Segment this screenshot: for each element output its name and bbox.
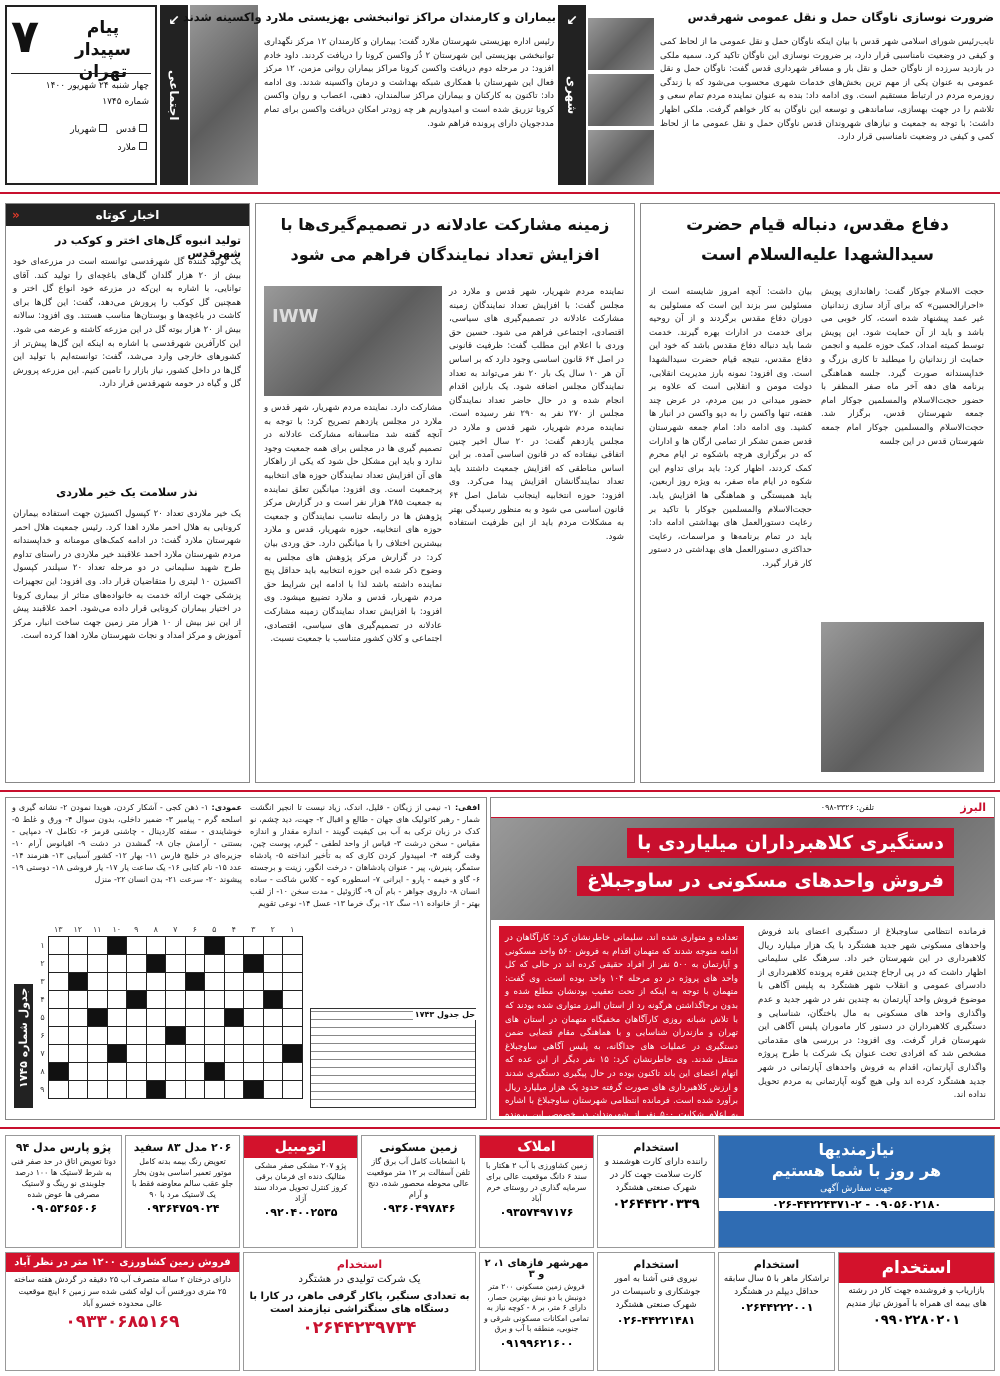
crossword-cell[interactable]	[224, 1008, 244, 1026]
crossword-cell[interactable]	[49, 990, 69, 1008]
crossword-cell[interactable]	[263, 1026, 283, 1044]
crossword-cell[interactable]	[49, 954, 69, 972]
crossword-cell[interactable]	[166, 954, 186, 972]
crossword-cell[interactable]	[166, 1080, 186, 1098]
crossword-cell[interactable]	[205, 1044, 225, 1062]
crossword-cell[interactable]	[127, 1008, 147, 1026]
crossword-cell[interactable]	[224, 954, 244, 972]
crossword-cell[interactable]	[185, 990, 205, 1008]
handcuff-photo	[491, 818, 994, 920]
crossword-cell[interactable]	[263, 990, 283, 1008]
crossword-row-number: ۹	[40, 1084, 45, 1094]
crossword-cell[interactable]	[244, 1080, 264, 1098]
crossword-across: افقی: ۱- نیمی از زیگان - قلیل، اندک، زیاد نیست تا انجیر انگشت شمار - رهبر کاتولیک های جهان - طالع و اقبال ۲- جهت، دید چشم، نو کدک در زبان ترکی به آب بی کیفیت گویند - اندازه مقدار و اندازه مقیاس - سخن درشت ۳- قیاس از واحد لطفی - گیرم، پوست چین، وقت گرفته ۴- امپیدوار کردن کاری که به تأخیر انداخته ۵- پادشاه ستمگر، پنیرش، پیر - عنوان پادشاهان - درخت انگور، زینت و برجسته ۶- گاو و خیمه - پارو - ایرانی ۷- اسطوره کوه - کلاس شاکت - ساده انسان ۸- داروی جواهر - بام آن ۹- گازوئیل - مدت سخن ۱۰- از لقب بهتر - از خانواده ۱۱- سگ ۱۲- برگ خرما ۱۳- عسل ۱۴- نوعی تقویم	[250, 803, 481, 908]
crossword-col-number: ۱	[290, 925, 295, 935]
crossword-cell[interactable]	[146, 1008, 166, 1026]
news-item1-body: یک تولید کننده گل شهرقدسی توانسته است در مزرعه‌ای خود بیش از ۲۰ هزار گلدان گل‌های باغچه‌ای را تولید کند. آقای توانایی، با اشاره به این‌که در مزرعه خود انواع گل اختر و همچنین گل کوکب را پرورش می‌دهد، گفت: این گل‌ها برای کاشت در باغچه‌ها و بوستان‌ها مناسب هستند. وی افزود: سالانه بیش از ۲۰ هزار بوته گل در این مزرعه کاشته و عرضه می شود. این کارآفرین شهرقدسی با اشاره به اینکه این گل‌ها پیش‌تر از کشورهای خارجی وارد می‌شد، گفت: توانسته‌ایم با تولید این گل‌ها در داخل کشور، نیاز بازار را تامین کنیم. این مزرعه پرورش گل و گیاه در حومه شهرقدس قرار دارد.	[13, 257, 241, 390]
crossword-cell[interactable]	[146, 1026, 166, 1044]
crossword-cell[interactable]	[244, 1026, 264, 1044]
crossword-cell[interactable]	[185, 936, 205, 954]
crossword-cell[interactable]	[68, 1044, 88, 1062]
top-right-body: نایب‌رئیس شورای اسلامی شهر قدس با بیان اینکه ناوگان حمل و نقل عمومی ما از لحاظ کمی و کیفی در وضعیت نامناسبی قرار دارد، بر ضرورت نوسازی این ناوگان تاکید کرد. سمیه ملکی در بازدید سرزده از ناوگان حمل و نقل بار و مسافر شهرداری قدس گفت: ناوگان حمل و نقل عمومی به عنوان یکی از مهم ترین بخش‌های خدمات شهری محسوب می‌شود که با زندگی روزمره مردم در ارتباط مستقیم است. وی ادامه داد: بنده به عنوان نماینده مردم تمام سعی و تلاشم را در جهت بهسازی، ساماندهی و توسعه این ناوگان به کار خواهم گرفت. ملکی اظهار داشت: با توجه به جمعیت و نیازهای شهروندان قدس ناوگان حمل و نقل عمومی ما از لحاظ کمی و کیفی در وضعیت نامناسبی قرار دارد.	[660, 37, 994, 143]
ad-hire-turner: استخدام تراشکار ماهر با ۵ سال سابقه حداقل دیپلم در هشتگرد ۰۲۶۴۴۲۲۲۰۰۱	[718, 1252, 835, 1371]
crossword-cell[interactable]	[205, 954, 225, 972]
crossword-cell[interactable]	[205, 972, 225, 990]
chevron-icon: «	[12, 208, 20, 222]
crossword-cell[interactable]	[146, 1080, 166, 1098]
feature-body-left: تعداده و متواری شده اند. سلیمانی خاطرنشان کرد: کارآگاهان در ادامه متوجه شدند که متهمان اقدام به فروش ۵۶۰ واحد مسکونی و آپارتمان به ۵۰۰ نفر از افراد حقیقی کرده اند در حالی که کل واحد های پروژه در دو مرحله ۱۰۴ واحد بوده است. وی گفت: متهمان با توجه به اینکه از تحت تعقیب بودنشان مطلع شده و بدون برجاگذاشتن هرگونه رد از استان البرز متواری شده بودند که با تلاش شبانه روزی کارآگاهان مخفیگاه متهمان در استان های تهران و مازندران شناسایی و با هماهنگی مقام قضایی ضمن دستگیری در عملیات های جداگانه، به پلیس آگاهی ساوجبلاغ منتقل شدند. وی خاطرنشان کرد: ۱۵ نفر دیگر از این عده که اتهام اعضای این باند تاکنون بوده در حال پیگیری دستگیری شدند و ارزش کلاهبرداری های صورت گرفته حدود یک هزار میلیارد ریال برآورد شده است. فرمانده انتظامی شهرستان ساوجبلاغ با اشاره به اعلام شکایت ۵۰۰ نفر از شهروندان در خصوص این پرونده	[499, 926, 744, 1116]
crossword-cell[interactable]	[244, 972, 264, 990]
crossword-cell[interactable]	[49, 1044, 69, 1062]
logo: پیام سپیدار تهران	[74, 18, 132, 82]
crossword-cell[interactable]	[244, 990, 264, 1008]
crossword-cell[interactable]	[68, 990, 88, 1008]
cleric-photo	[821, 622, 984, 772]
crossword-cell[interactable]	[127, 1062, 147, 1080]
mp-photo	[264, 286, 442, 396]
crossword-cell[interactable]	[224, 1026, 244, 1044]
feature-headline-2: فروش واحدهای مسکونی در ساوجبلاغ	[577, 866, 954, 896]
crossword-col-number: ۷	[173, 925, 178, 935]
crossword-cell[interactable]	[68, 1026, 88, 1044]
vaccine-photo	[190, 5, 258, 185]
crossword-col-number: ۳	[251, 925, 256, 935]
article-defense-title: دفاع مقدس، دنباله قیام حضرت سیدالشهدا علیه‌السلام است	[686, 215, 949, 265]
crossword-cell[interactable]	[166, 1062, 186, 1080]
crossword-col-number: ۱۲	[73, 925, 83, 935]
ad-niazmandi-sub: جهت سفارش آگهی	[820, 1184, 893, 1194]
news-item2-title: نذر سلامت یک خیر ملاردی	[56, 486, 198, 499]
short-news-header: اخبار کوتاه «	[6, 204, 249, 226]
ad-hire-main: استخدام بازاریاب و فروشنده جهت کار در رشته های بیمه ای همراه با آموزش تیاز مندیم ۰۹۹۰۲۲۸۰۲۰۱	[838, 1252, 995, 1371]
crossword-cell[interactable]	[107, 936, 127, 954]
checkbox-icon	[99, 124, 107, 132]
crossword-cell[interactable]	[107, 990, 127, 1008]
ad-residential-land: زمین مسکونی با انشعابات کامل آب برق گاز تلفن آسفالت بر ۱۲ متر موقعیت عالی محوطه محصور شده، دنج و آرام ۰۹۳۶۰۴۹۷۸۴۶	[361, 1135, 476, 1248]
crossword-cell[interactable]	[283, 990, 303, 1008]
crossword-cell[interactable]	[166, 936, 186, 954]
crossword-col-number: ۵	[212, 925, 217, 935]
ad-niazmandi-title: نیازمندیها	[818, 1140, 895, 1159]
issue-number: شماره ۱۷۴۵	[102, 97, 149, 107]
ad-amlak: املاک زمین کشاورزی با آب ۲ هکتار با سند ۶ دانگ موقعیت عالی برای سرمایه گذاری در روستای خرم آباد ۰۹۳۵۷۴۹۷۱۷۶	[479, 1135, 594, 1248]
ad-car-206: ۲۰۶ مدل ۸۳ سفید تعویض رنگ بیمه بدنه کامل موتور تعمیر اساسی بدون بخار جلو عقب سالم معاوضه فقط با یک لاستیک مرد با ۹۰ ۰۹۳۶۴۷۵۹۰۲۴	[125, 1135, 240, 1248]
crossword-cell[interactable]	[107, 1062, 127, 1080]
crossword-cell[interactable]	[244, 1008, 264, 1026]
crossword-cell[interactable]	[166, 1044, 186, 1062]
bus-photo	[588, 18, 654, 70]
crossword-cell[interactable]	[49, 936, 69, 954]
crossword-cell[interactable]	[224, 1080, 244, 1098]
crossword-row-number: ۳	[40, 976, 45, 986]
city-list: قدس شهریار ملارد	[70, 121, 147, 157]
crossword-cell[interactable]	[263, 1044, 283, 1062]
page-number: ۷	[11, 9, 40, 63]
crossword-cell[interactable]	[146, 1062, 166, 1080]
crossword-row-number: ۷	[40, 1048, 45, 1058]
crossword-cell[interactable]	[244, 936, 264, 954]
crossword-cell[interactable]	[88, 1044, 108, 1062]
solution-label: حل جدول ۱۷۴۳	[414, 1010, 475, 1019]
crossword-cell[interactable]	[263, 936, 283, 954]
section-tab-city: ↙ شهری	[558, 5, 586, 185]
crossword-cell[interactable]	[185, 1044, 205, 1062]
crossword-cell[interactable]	[244, 954, 264, 972]
crossword-cell[interactable]	[283, 1080, 303, 1098]
feature-fraud	[490, 797, 995, 1120]
crossword-cell[interactable]	[185, 954, 205, 972]
crossword-cell[interactable]	[166, 1026, 186, 1044]
section-divider	[0, 192, 1000, 194]
crossword-cell[interactable]	[205, 1062, 225, 1080]
ad-niazmandi-slogan: هر روز با شما هستیم	[771, 1161, 942, 1180]
article-parliament-body-a: نماینده مردم شهریار، شهر قدس و ملارد در مجلس گفت: با افزایش تعداد نمایندگان زمینه مشارکت عادلانه در تصمیم‌گیری های سیاسی، اقتصادی، اجتماعی فراهم می شود. حسین حق وردی با اعلام این مطلب گفت: ظرفیت قانونی در اصل ۶۴ قانون اساسی وجود دارد که بر اساس آن هر ۱۰ سال یک بار ۲۰ نفر می‌تواند به تعداد نمایندگان مجلس اضافه شود. یک باراین اقدام انجام شده و در حال حاضر تعداد نمایندگان مجلس از ۲۷۰ نفر به ۲۹۰ نفر رسیده است. نماینده مردم شهریار، شهر قدس و ملارد در مجلس یازدهم گفت: در ۲۰ سال اخیر چنین اتفاقی نیفتاده که در قانون اساسی آمده. بر این اساس مناطقی که افزایش جمعیت داشتند باید تعداد نمایندگانشان افزایش پیدا می‌کرد. وی افزود: حوزه انتخابیه اینجانب شامل اصل ۶۴ قانون اساسی می شود و به منظور رسیدگی بهتر به مشکلات مردم باید از این ظرفیت استفاده شود.	[449, 287, 625, 542]
ad-farm-land: فروش زمین کشاورزی ۱۲۰۰ متر در نظر آباد دارای درختان ۲ ساله متصرف آب ۲۵ دقیقه در گردش هفته ساخته ۲۵ متری دورفنس آب لوله کشی شده سر زمین ۶ اینچ موقعیت عالی محدوده خسرو آباد ۰۹۳۳۰۶۸۵۱۶۹	[5, 1252, 240, 1371]
arrow-icon: ↙	[566, 13, 578, 29]
crossword	[5, 797, 487, 1120]
crossword-cell[interactable]	[88, 990, 108, 1008]
crossword-cell[interactable]	[263, 1062, 283, 1080]
masthead	[5, 5, 157, 185]
feature-body-right: فرمانده انتظامی ساوجبلاغ از دستگیری اعضای باند فروش واحدهای مسکونی شهر جدید هشتگرد با یک هزار میلیارد ریال کلاهبرداری در این شهرستان خبر داد. سرهنگ علی سلیمانی اظهار داشت که در پی ارجاع چندین فقره پرونده کلاهبرداری از دادسرای عمومی و انقلاب شهر هشتگرد به پلیس آگاهی با موضوع فروش واحد آپارتمان به چندین نفر در شهر جدید و عدم واگذاری واحد های مسکونی به مال باختگان، شناسایی و دستگیری کلاهبرداران در دستور کار ماموران پلیس آگاهی این شهرستان قرار گرفت. وی افزود: در بررسی های مقدماتی مشخص شد که افرادی تحت عنوان یک شرکت با طرح پروژه واگذاری آپارتمان، اقدام به فروش واحدهای آپارتمانی در شهر جدید هشتگرد کرده اند ولی هیچ گونه آپارتمانی به مردم تحویل نداده اند.	[758, 927, 986, 1101]
crossword-cell[interactable]	[49, 1008, 69, 1026]
crossword-cell[interactable]	[49, 972, 69, 990]
crossword-cell[interactable]	[166, 1008, 186, 1026]
crossword-cell[interactable]	[185, 1026, 205, 1044]
crossword-cell[interactable]	[263, 972, 283, 990]
crossword-cell[interactable]	[88, 954, 108, 972]
phone-text: تلفن: ۳۳۲۶-۰۹۸	[820, 803, 874, 812]
crossword-cell[interactable]	[88, 936, 108, 954]
crossword-row-number: ۲	[40, 958, 45, 968]
crossword-col-number: ۸	[153, 925, 158, 935]
news-item2-body: یک خیر ملاردی تعداد ۲۰ کپسول اکسیژن جهت استفاده بیماران کرونایی به هلال احمر ملارد اهدا کرد. رئیس جمعیت هلال احمر شهرستان ملارد گفت: در ادامه کمک‌های مومنانه و خداپسندانه مردم شهرستان ملارد احمد علاقبند خیر ملاردی در راستای تداوم طرح شهید سلیمانی در دو مرحله تعداد ۲۰ سیلندر کپسول اکسیژن ۱۰ لیتری را متقاضیان قرار داد. وی افزود: این تجهیزات پزشکی جهت ارائه خدمت به خانواده‌های متاثر از بیماری کرونا در اختیار بیماران کرونایی قرار داده می‌شود. احمد علاقبند پیش از این نیز بیش از ۱۰ هزار متر زمین جهت ساخت انبار، مرکز آموزش و مرکز امداد و نجات شهرستان ملارد اهدا کرده است.	[13, 509, 242, 642]
crossword-cell[interactable]	[224, 1044, 244, 1062]
crossword-cell[interactable]	[88, 1062, 108, 1080]
crossword-cell[interactable]	[205, 1026, 225, 1044]
crossword-cell[interactable]	[107, 1008, 127, 1026]
article-defense-body-b: بیان داشت: آنچه امروز شایسته است از مسئولین سر بزند این است که مسئولین به دوران دفاع مقدس برگردند و از آن روحیه برای خدمت در ادارات بهره گیرند. خدمت شما باید دنباله دفاع مقدس باشد که خود این دفاع مقدس، نتیجه قیام حضرت سیدالشهدا است. وی افزود: نمونه بارز مدیریت انقلابی، دولت مومن و انقلابی است که علاوه بر حضور میدانی در بین مردم، در عرض چند هفته، تنها واکسن را به دپو واکسن در انبار ها کشید. وی ادامه داد: امام جمعه شهرستان قدس ضمن تشکر از تمامی ارگان ها و ادارات که در برگزاری هرچه باشکوه تر ایام محرم کمک کردند، اظهار کرد: باید برای تداوم این شکوه در ایام ماه صفر، به ویژه روز اربعین، باید همبستگی و هماهنگی ها افزایش یابد. حجت‌الاسلام والمسلمین جوکار با تاکید بر رعایت دستورالعمل های بهداشتی ادامه داد: باید در تمام برنامه‌ها و مراسمات، رعایت حداکثری دستورالعمل های بهداشتی در دستور کار قرار گیرد.	[649, 287, 812, 569]
crossword-row-number: ۸	[40, 1066, 45, 1076]
crossword-cell[interactable]	[107, 1080, 127, 1098]
crossword-cell[interactable]	[127, 972, 147, 990]
crossword-cell[interactable]	[49, 1080, 69, 1098]
crossword-cell[interactable]	[283, 972, 303, 990]
crossword-cell[interactable]	[224, 972, 244, 990]
crossword-cell[interactable]	[49, 1062, 69, 1080]
crossword-cell[interactable]	[185, 1008, 205, 1026]
ad-niazmandi-phone: ۰۹۰۵۶۰۲۱۸۰ - ۰۲۶-۴۴۲۲۴۳۷۱-۲	[719, 1198, 994, 1211]
crossword-cell[interactable]	[283, 954, 303, 972]
crossword-cell[interactable]	[283, 1008, 303, 1026]
short-news	[5, 203, 250, 783]
crossword-cell[interactable]	[263, 1080, 283, 1098]
crossword-cell[interactable]	[205, 1080, 225, 1098]
office-photo	[588, 74, 654, 126]
ad-peugeot-pars: پژو پارس مدل ۹۴ دوتا تعویض اتاق در حد صفر فنی به شرط لاستیک ها ۱۰۰ درصد جلوبندی نو رینگ و لاستیک مصرفی ها عوض شده ۰۹۰۵۳۶۵۶۰۶	[5, 1135, 122, 1248]
crossword-cell[interactable]	[283, 1062, 303, 1080]
crossword-cell[interactable]	[146, 936, 166, 954]
ad-hire-stone: استخدام یک شرکت تولیدی در هشتگرد به تعدادی سنگبر، یاکار گرفی ماهر، در کارا با دستگاه های سنگتراشی نیازمند است ۰۲۶۴۴۲۳۹۷۳۴	[243, 1252, 476, 1371]
article-parliament-title: زمینه مشارکت عادلانه در تصمیم‌گیری‌ها با افزایش تعداد نمایندگان فراهم می شود	[280, 215, 610, 264]
arrow-icon: ↙	[168, 13, 180, 29]
crossword-cell[interactable]	[88, 972, 108, 990]
crossword-cell[interactable]	[224, 1062, 244, 1080]
ad-hire-technician: استخدام نیروی فنی آشنا به امور جوشکاری و تاسیسات در شهرک صنعتی هشتگرد ۰۲۶-۴۴۲۲۱۴۸۱	[597, 1252, 715, 1371]
meeting-photo	[588, 130, 654, 185]
crossword-col-number: ۱۳	[53, 925, 63, 935]
crossword-cell[interactable]	[88, 1080, 108, 1098]
top-left-body: رئیس اداره بهزیستی شهرستان ملارد گفت: بیماران و کارمندان ۱۲ مرکز نگهداری توانبخشی بهزیستی این شهرستان ۲ ذُز واکسن کرونا را دریافت کردند. داود خادم افزود: در مرحله دوم دریافت واکسن کرونا مراکز بیماران روانی مزمن، ۱۲ مرکز فعال این شهرستان با همکاری شبکه بهداشت و درمان واکسینه شدند. وی ادامه داد: تاکنون به کارکنان و بیماران مراکز سالمندان، ذهنی، اعصاب و روان واکسن کرونا تزریق شده است و امیدواریم هر چه زودتر امکان دریافت واکسن برای تمام مددجویان دارای پرونده فراهم شود.	[264, 37, 554, 129]
crossword-cell[interactable]	[127, 954, 147, 972]
crossword-cell[interactable]	[68, 1008, 88, 1026]
crossword-cell[interactable]	[224, 990, 244, 1008]
crossword-cell[interactable]	[127, 1044, 147, 1062]
crossword-col-number: ۲	[270, 925, 275, 935]
crossword-cell[interactable]	[127, 1026, 147, 1044]
crossword-solution	[310, 1008, 476, 1108]
crossword-cell[interactable]	[68, 1062, 88, 1080]
crossword-grid	[36, 924, 303, 1099]
crossword-cell[interactable]	[68, 954, 88, 972]
crossword-cell[interactable]	[166, 990, 186, 1008]
crossword-cell[interactable]	[107, 954, 127, 972]
crossword-cell[interactable]	[68, 972, 88, 990]
crossword-cell[interactable]	[283, 1026, 303, 1044]
article-defense	[640, 203, 995, 783]
article-defense-body-a: حجت الاسلام جوکار گفت: راهاندازی پویش «احرارالحسین» که برای آزاد سازی زندانیان غیر عمد پیشنهاد شده است، کار خوبی می باشد و باید از آن حمایت شود. این پویش توسط کمیته امداد، کمک حوزه علمیه و انجمن حمایت از زندانیان را میطلبد تا کاری بزرگ و خداپسندانه صورت گیرد. جلسه هماهنگی برنامه های دهه آخر ماه صفر المظفر با حضور حجت‌الاسلام والمسلمین جوکار امام جمعه شهرستان قدس، برگزار شد. حجت‌الاسلام والمسلمین جوکار امام جمعه شهرستان قدس در این جلسه	[821, 287, 984, 447]
photo-caption: IWW	[272, 306, 319, 327]
crossword-col-number: ۱۱	[92, 925, 102, 935]
article-parliament	[255, 203, 635, 783]
crossword-col-number: ۹	[134, 925, 139, 935]
crossword-cell[interactable]	[107, 1026, 127, 1044]
crossword-row-number: ۴	[40, 994, 45, 1004]
crossword-cell[interactable]	[49, 1026, 69, 1044]
article-parliament-body-b: مشارکت دارد. نماینده مردم شهریار، شهر قدس و ملارد در مجلس یازدهم تصریح کرد: با توجه به آنچه گفته شد متاسفانه مشارکت عادلانه در تصمیم گیری ها در مجلس برای همه جمعیت وجود ندارد و باید این مشکل حل شود که یکی از راهکار های آن افزایش تعداد نمایندگان حوزه های انتخابیه پرجمعیت است. وی افزود: میانگین تعلق نماینده به جمعیت ۲۸۵ هزار نفر است و در گزارش مرکز پژوهش ها در رابطه تناسب نمایندگان و جمعیت حوزه های انتخابیه، حوزه شهریار، قدس و ملارد بیشترین اختلاف را با میانگین دارد. حق وردی بیان کرد: در گزارش مرکز پژوهش های مجلس به وضوح ذکر شده این حوزه انتخابیه باید حداقل پنج نماینده داشته باشد لذا با ادامه این شرایط حق مردم شهریار، قدس و ملارد تضییع میشود. وی افزود: با افزایش تعداد نمایندگان زمینه مشارکت عادلانه در تصمیم‌گیری های سیاسی، اقتصادی، اجتماعی و کلان کشور متناسب با جمعیت نسبت.	[264, 403, 443, 645]
crossword-cell[interactable]	[146, 990, 166, 1008]
crossword-cell[interactable]	[244, 1044, 264, 1062]
crossword-col-number: ۶	[192, 925, 197, 935]
crossword-cell[interactable]	[263, 1008, 283, 1026]
top-left-title: بیماران و کارمندان مراکز توانبخشی بهزیستی ملارد واکسینه شدند	[182, 10, 556, 24]
crossword-cell[interactable]	[185, 1080, 205, 1098]
crossword-cell[interactable]	[224, 936, 244, 954]
feature-headline-1: دستگیری کلاهبرداران میلیاردی با	[627, 828, 954, 858]
crossword-cell[interactable]	[283, 1044, 303, 1062]
crossword-cell[interactable]	[127, 990, 147, 1008]
crossword-cell[interactable]	[127, 1080, 147, 1098]
crossword-cell[interactable]	[205, 990, 225, 1008]
feature-banner	[491, 798, 994, 818]
checkbox-icon	[139, 142, 147, 150]
crossword-cell[interactable]	[185, 1062, 205, 1080]
crossword-cell[interactable]	[166, 972, 186, 990]
ad-mehrshahr: مهرشهر فازهای ۱، ۲ و ۳ فروش زمین مسکونی ۲۰۰ متر دونبش با دو نبش بهترین حصار، دارای ۶ متر، بر ۸ - کوچه نیاز به تمامی امکانات مسکونی شرقی و جنوبی، منطقه با آب و برق ۰۹۱۹۹۶۲۱۶۰۰	[479, 1252, 594, 1371]
section-tab-social: ↙ اجتماعی	[160, 5, 188, 185]
issue-date: چهار شنبه ۲۴ شهریور ۱۴۰۰	[45, 81, 149, 91]
section-divider	[0, 790, 1000, 792]
crossword-cell[interactable]	[88, 1026, 108, 1044]
news-item1-title: تولید انبوه گل‌های اختر و کوکب در شهرقدس	[55, 234, 241, 260]
crossword-cell[interactable]	[146, 1044, 166, 1062]
crossword-col-number: ۱۰	[112, 925, 122, 935]
crossword-cell[interactable]	[205, 1008, 225, 1026]
ad-hire-driver: استخدام راننده دارای کارت هوشمند و کارت سلامت جهت کار در شهرک صنعتی هشتگرد ۰۲۶۴۴۲۲۰۳۳۹	[597, 1135, 715, 1248]
crossword-cell[interactable]	[107, 972, 127, 990]
crossword-cell[interactable]	[68, 936, 88, 954]
crossword-cell[interactable]	[107, 1044, 127, 1062]
crossword-cell[interactable]	[205, 936, 225, 954]
crossword-cell[interactable]	[244, 1062, 264, 1080]
region-label: البرز	[960, 801, 986, 814]
crossword-down: عمودی: ۱- ذهن کجی - آشکار کردن، هویدا نمودن ۲- نشانه گیری و اسلحه گرم - پیامبر ۳- ضمیر داخلی، بدون سوال ۴- ورق و غلط ۵- خوشایندی - سفته کاردینال - چاشنی قرمز ۶- تکامل ۷- دمپایی - بستنی - آرامش جان ۸- گمشدن در دشت ۹- اقیانوس آرام ۱۰- جزیره‌ای در خلیج فارس ۱۱- بهار ۱۲- کشور آسیایی ۱۳- هنرمند ۱۴- عدد ۱۵- نام کتابی ۱۶- یک ساعت یار ۱۷- یار فروشی ۱۸- دوستی ۱۹- پیشوند ۲۰- سرعت ۲۱- بدن انسان ۲۲- منزل	[12, 803, 243, 884]
crossword-cell[interactable]	[68, 1080, 88, 1098]
crossword-row-number: ۱	[40, 940, 45, 950]
crossword-col-number: ۴	[231, 925, 236, 935]
section-divider	[0, 1127, 1000, 1129]
top-right-title: ضرورت نوسازی ناوگان حمل و نقل عمومی شهرقدس	[687, 10, 994, 24]
checkbox-icon	[139, 124, 147, 132]
crossword-cell[interactable]	[146, 972, 166, 990]
crossword-cell[interactable]	[283, 936, 303, 954]
crossword-row-number: ۵	[40, 1012, 45, 1022]
crossword-title: جدول شماره ۱۷۴۵	[14, 984, 33, 1108]
crossword-cell[interactable]	[263, 954, 283, 972]
ad-niazmandi	[718, 1135, 995, 1248]
crossword-row-number: ۶	[40, 1030, 45, 1040]
ad-automobile: اتومبیل پژو ۲۰۷ مشکی صفر مشکی متالیک دنده ای فرمان برقی کروز کنترل تحویل مرداد سند آزاد ۰۹۲۰۴۰۰۲۵۳۵	[243, 1135, 358, 1248]
crossword-cell[interactable]	[88, 1008, 108, 1026]
crossword-cell[interactable]	[127, 936, 147, 954]
crossword-cell[interactable]	[146, 954, 166, 972]
crossword-cell[interactable]	[185, 972, 205, 990]
